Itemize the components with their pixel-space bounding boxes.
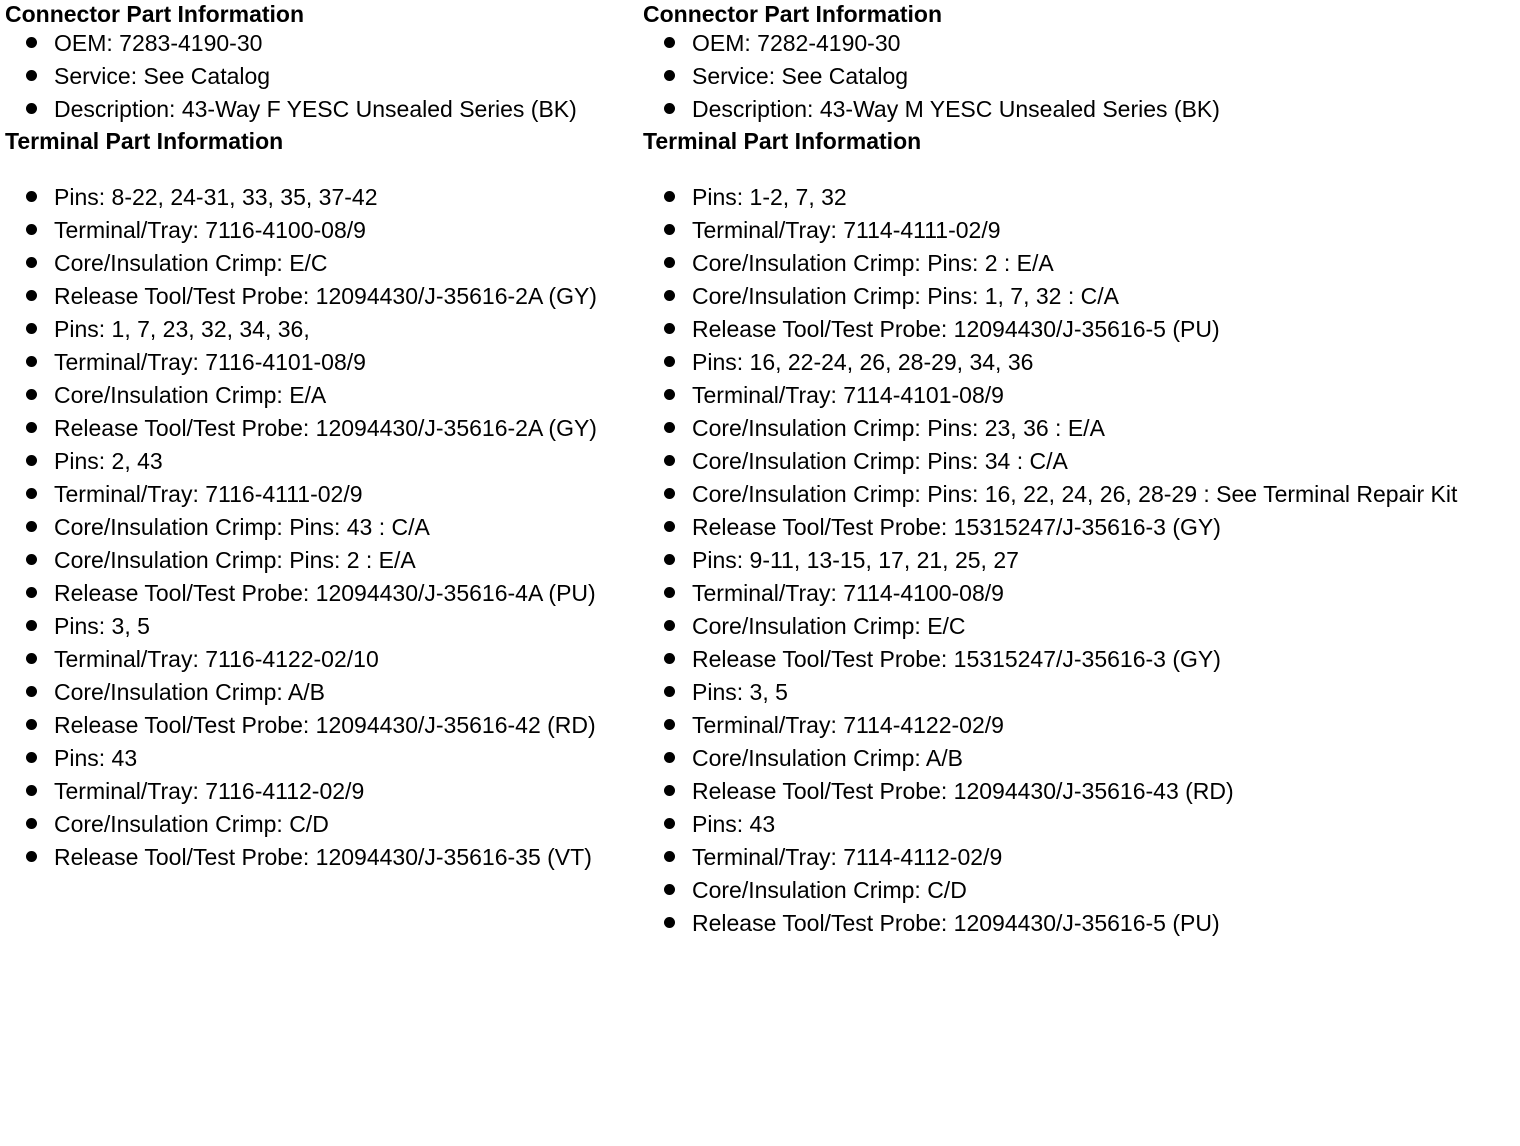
terminal-detail-item: Pins: 1-2, 7, 32 [643, 182, 1513, 212]
terminal-group [643, 809, 1513, 938]
terminal-detail-item: Pins: 43 [5, 743, 630, 773]
terminal-part-heading: Terminal Part Information [643, 128, 922, 154]
terminal-detail-item: Core/Insulation Crimp: Pins: 43 : C/A [5, 512, 630, 542]
terminal-detail-item: Terminal/Tray: 7114-4111-02/9 [643, 215, 1513, 245]
terminal-group [5, 743, 630, 872]
connector-oem: OEM: 7283-4190-30 [5, 28, 630, 58]
connector-oem: OEM: 7282-4190-30 [643, 28, 1513, 58]
terminal-group [5, 446, 630, 608]
terminal-detail-item: Terminal/Tray: 7114-4100-08/9 [643, 578, 1513, 608]
right-column [643, 0, 1513, 941]
terminal-detail-item: Terminal/Tray: 7116-4112-02/9 [5, 776, 630, 806]
terminal-detail-item: Core/Insulation Crimp: Pins: 2 : E/A [5, 545, 630, 575]
terminal-detail-item: Release Tool/Test Probe: 12094430/J-35616-4A (PU) [5, 578, 630, 608]
terminal-detail-item: Release Tool/Test Probe: 12094430/J-35616-35 (VT) [5, 842, 630, 872]
connector-service: Service: See Catalog [5, 61, 630, 91]
terminal-groups [5, 182, 630, 872]
connector-service: Service: See Catalog [643, 61, 1513, 91]
terminal-group [5, 314, 630, 443]
terminal-detail-item: Core/Insulation Crimp: C/D [5, 809, 630, 839]
terminal-detail-item: Release Tool/Test Probe: 15315247/J-35616-3 (GY) [643, 644, 1513, 674]
terminal-detail-item: Terminal/Tray: 7116-4101-08/9 [5, 347, 630, 377]
terminal-group [5, 182, 630, 311]
terminal-detail-item: Pins: 16, 22-24, 26, 28-29, 34, 36 [643, 347, 1513, 377]
terminal-detail-item: Pins: 1, 7, 23, 32, 34, 36, [5, 314, 630, 344]
terminal-detail-item: Core/Insulation Crimp: Pins: 23, 36 : E/A [643, 413, 1513, 443]
connector-description: Description: 43-Way M YESC Unsealed Series (BK) [643, 94, 1513, 124]
terminal-detail-item: Pins: 2, 43 [5, 446, 630, 476]
terminal-detail-item: Core/Insulation Crimp: E/A [5, 380, 630, 410]
connector-description: Description: 43-Way F YESC Unsealed Series (BK) [5, 94, 630, 124]
connector-part-heading: Connector Part Information [643, 1, 943, 27]
terminal-detail-item: Core/Insulation Crimp: A/B [5, 677, 630, 707]
terminal-detail-item: Pins: 3, 5 [5, 611, 630, 641]
terminal-group [643, 182, 1513, 344]
terminal-detail-item: Release Tool/Test Probe: 15315247/J-35616-3 (GY) [643, 512, 1513, 542]
terminal-detail-item: Core/Insulation Crimp: Pins: 1, 7, 32 : C/A [643, 281, 1513, 311]
terminal-detail-item: Pins: 43 [643, 809, 1513, 839]
terminal-detail-item: Terminal/Tray: 7114-4101-08/9 [643, 380, 1513, 410]
terminal-detail-item: Release Tool/Test Probe: 12094430/J-35616-42 (RD) [5, 710, 630, 740]
terminal-group [643, 347, 1513, 542]
terminal-group [643, 677, 1513, 806]
terminal-detail-item: Terminal/Tray: 7114-4112-02/9 [643, 842, 1513, 872]
terminal-detail-item: Release Tool/Test Probe: 12094430/J-35616-5 (PU) [643, 908, 1513, 938]
terminal-detail-item: Core/Insulation Crimp: Pins: 2 : E/A [643, 248, 1513, 278]
terminal-detail-item: Terminal/Tray: 7116-4122-02/10 [5, 644, 630, 674]
terminal-detail-item: Pins: 8-22, 24-31, 33, 35, 37-42 [5, 182, 630, 212]
connector-part-heading: Connector Part Information [5, 1, 305, 27]
terminal-detail-item: Core/Insulation Crimp: E/C [5, 248, 630, 278]
terminal-detail-item: Terminal/Tray: 7114-4122-02/9 [643, 710, 1513, 740]
terminal-part-heading: Terminal Part Information [5, 128, 284, 154]
terminal-detail-item: Core/Insulation Crimp: A/B [643, 743, 1513, 773]
terminal-detail-item: Pins: 9-11, 13-15, 17, 21, 25, 27 [643, 545, 1513, 575]
terminal-detail-item: Core/Insulation Crimp: Pins: 34 : C/A [643, 446, 1513, 476]
terminal-detail-item: Release Tool/Test Probe: 12094430/J-35616-2A (GY) [5, 281, 630, 311]
terminal-detail-item: Core/Insulation Crimp: C/D [643, 875, 1513, 905]
left-column [5, 0, 630, 875]
connector-part-list [643, 28, 1513, 124]
terminal-detail-item: Core/Insulation Crimp: E/C [643, 611, 1513, 641]
terminal-group [643, 545, 1513, 674]
terminal-detail-item: Release Tool/Test Probe: 12094430/J-35616-43 (RD) [643, 776, 1513, 806]
connector-part-list [5, 28, 630, 124]
terminal-group [5, 611, 630, 740]
terminal-detail-item: Release Tool/Test Probe: 12094430/J-35616-5 (PU) [643, 314, 1513, 344]
terminal-detail-item: Terminal/Tray: 7116-4111-02/9 [5, 479, 630, 509]
terminal-detail-item: Terminal/Tray: 7116-4100-08/9 [5, 215, 630, 245]
terminal-detail-item: Pins: 3, 5 [643, 677, 1513, 707]
terminal-detail-item: Core/Insulation Crimp: Pins: 16, 22, 24, 26, 28-29 : See Terminal Repair Kit [643, 479, 1513, 509]
terminal-groups [643, 182, 1513, 938]
terminal-detail-item: Release Tool/Test Probe: 12094430/J-35616-2A (GY) [5, 413, 630, 443]
